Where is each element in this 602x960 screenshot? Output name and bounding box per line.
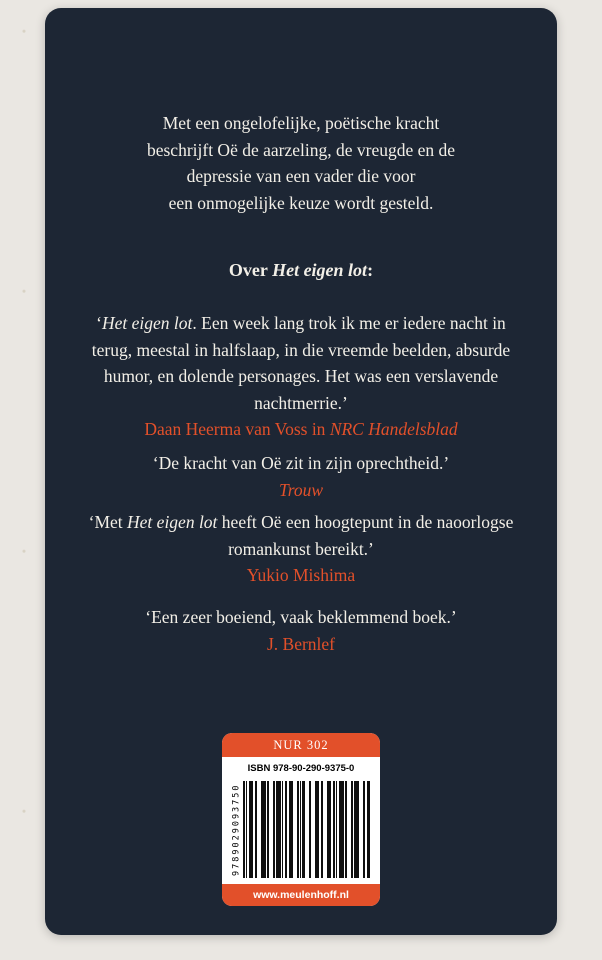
blurb-line: Met een ongelofelijke, poëtische kracht xyxy=(162,113,440,133)
blurb-line: depressie van een vader die voor xyxy=(186,166,416,186)
attr-pre: Daan Heerma van Voss in xyxy=(144,419,330,439)
publisher-website xyxy=(222,884,380,906)
quote-pre: ‘Met xyxy=(88,512,128,532)
quote-block xyxy=(45,604,557,657)
blurb-line: een onmogelijke keuze wordt gesteld. xyxy=(168,192,434,213)
isbn-label xyxy=(222,757,380,779)
barcode xyxy=(222,779,380,884)
quote-post: heeft Oë een hoogtepunt in de naoorlogse romankunst bereikt.’ xyxy=(217,512,514,559)
attr-italic: Trouw xyxy=(278,479,324,500)
quote-block xyxy=(45,450,557,503)
quote-attribution xyxy=(45,416,557,443)
book-back-cover xyxy=(45,8,557,935)
quote-attribution xyxy=(45,477,557,504)
nur-label: NUR 302 xyxy=(273,737,329,752)
quote-attribution xyxy=(45,562,557,589)
quote-block xyxy=(45,310,557,443)
quote-attribution xyxy=(45,631,557,658)
quote-text xyxy=(85,310,517,416)
quote-pre: ‘Een zeer boeiend, vaak beklemmend boek.’ xyxy=(145,607,457,627)
attr-pre: J. Bernlef xyxy=(266,633,336,654)
quote-italic: Het eigen lot xyxy=(127,512,218,532)
section-heading xyxy=(45,260,557,281)
quote-text xyxy=(85,450,517,477)
quote-pre: ‘ xyxy=(96,313,102,333)
barcode-digits: 9789029093750 xyxy=(231,783,242,876)
barcode-bars xyxy=(243,781,370,878)
isbn-text: ISBN 978-90-290-9375-0 xyxy=(247,762,355,774)
blurb-line: beschrijft Oë de aarzeling, de vreugde en de xyxy=(146,139,456,160)
quote-block xyxy=(45,509,557,589)
quote-pre: ‘De kracht van Oë zit in zijn oprechtheid.’ xyxy=(152,453,450,473)
quote-italic: Het eigen lot xyxy=(102,313,193,333)
quote-text xyxy=(75,509,527,562)
quote-text xyxy=(85,604,517,631)
heading-pre: Over xyxy=(228,260,273,280)
cover-blurb xyxy=(45,110,557,216)
barcode-box xyxy=(222,733,380,906)
quote-post: . Een week lang trok ik me er iedere nacht in terug, meestal in halfslaap, in die vreemde beelden, absurde humor, en dolende personages. Het was een verslavende nachtmerrie.’ xyxy=(91,313,511,413)
website-label: www.meulenhoff.nl xyxy=(253,889,349,901)
attr-italic: NRC Handelsblad xyxy=(329,419,458,439)
nur-badge xyxy=(222,733,380,757)
heading-book-title: Het eigen lot xyxy=(272,260,368,280)
heading-post: : xyxy=(367,260,374,280)
attr-pre: Yukio Mishima xyxy=(246,565,356,585)
